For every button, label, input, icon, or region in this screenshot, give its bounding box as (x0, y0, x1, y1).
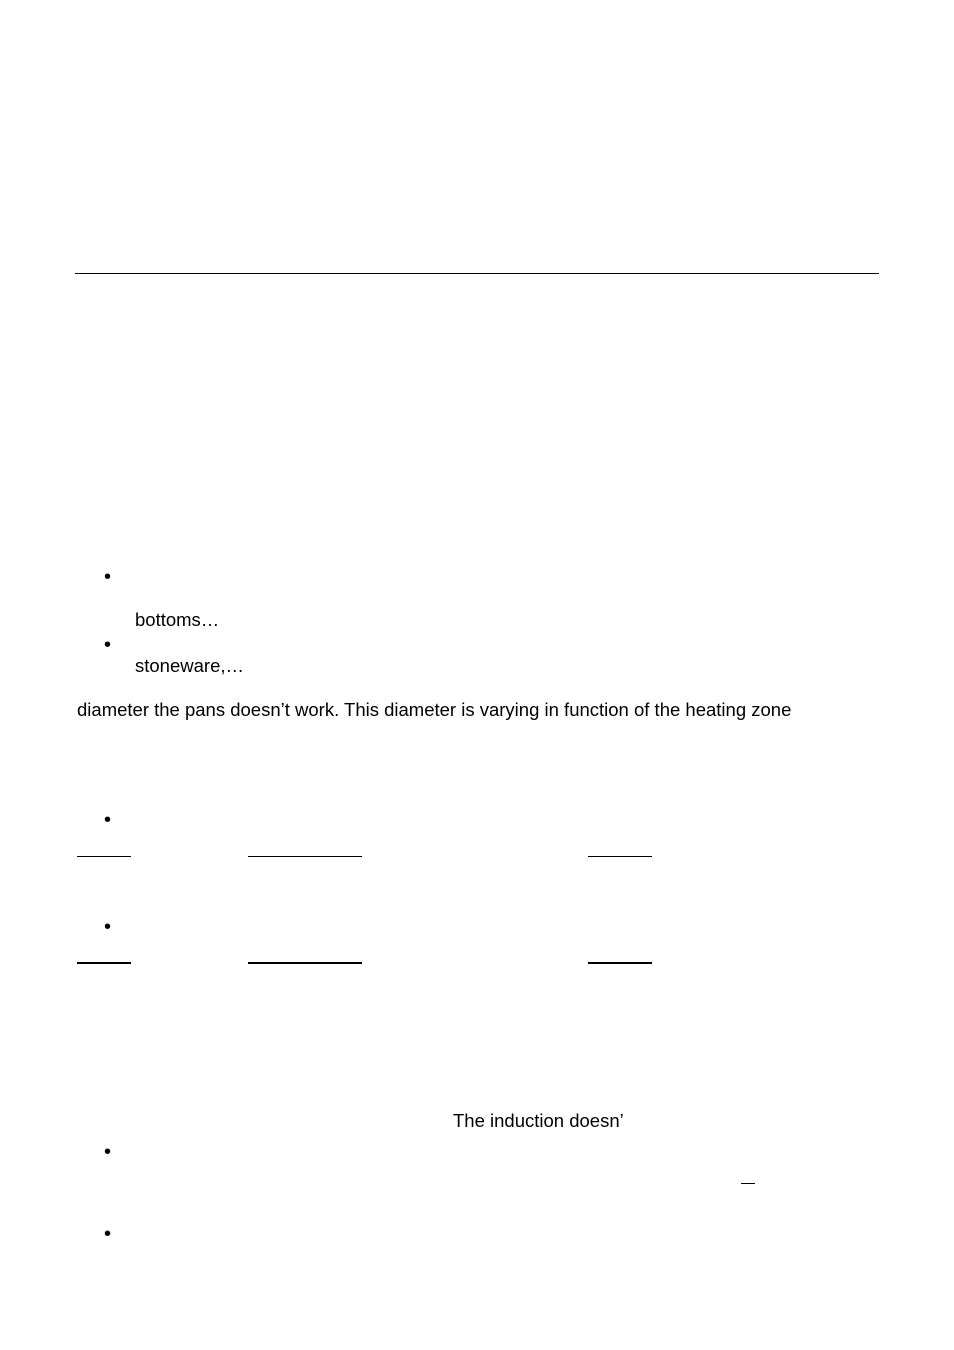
underline-blank (741, 1183, 755, 1184)
underline-blank (248, 962, 362, 964)
bullet-marker: • (104, 566, 112, 588)
underline-blank (588, 962, 652, 964)
bullet-marker: • (104, 634, 112, 656)
underline-blank (248, 856, 362, 857)
bullet-marker: • (104, 1223, 112, 1245)
bullet-marker: • (104, 916, 112, 938)
text-line-diameter: diameter the pans doesn’t work. This diameter is varying in function of the heating zone (77, 699, 792, 720)
horizontal-rule (75, 273, 879, 274)
underline-blank (77, 856, 131, 857)
bullet-marker: • (104, 1141, 112, 1163)
section-heading-induction: The induction doesn’ (453, 1110, 624, 1131)
text-line-stoneware: stoneware,… (135, 655, 244, 676)
underline-blank (588, 856, 652, 857)
bullet-marker: • (104, 809, 112, 831)
underline-blank (77, 962, 131, 964)
text-line-bottoms: bottoms… (135, 609, 220, 630)
